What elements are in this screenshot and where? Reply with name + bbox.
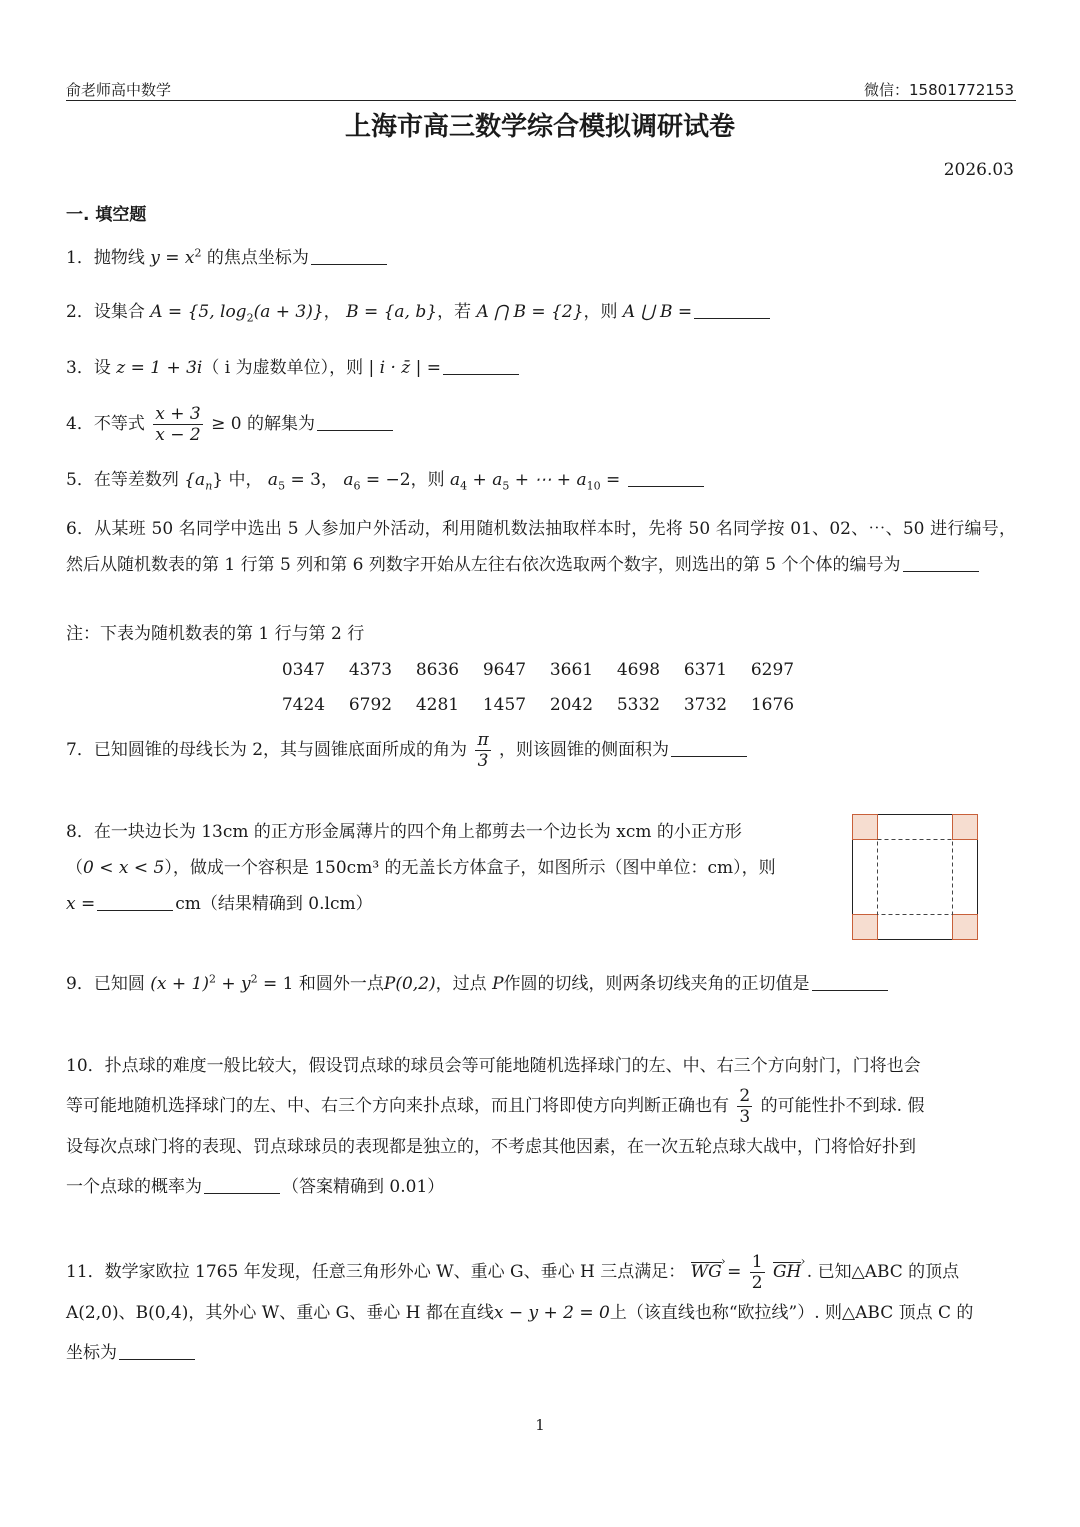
table-row: 7424 6792 4281 1457 2042 5332 3732 1676 bbox=[281, 694, 795, 715]
section-heading: 一. 填空题 bbox=[66, 205, 147, 225]
fraction: $\frac{2}{3}$ bbox=[739, 1086, 751, 1127]
question-3: 3．设 z = 1 + 3i（ i 为虚数单位），则 | i · z̄ | = bbox=[66, 350, 1016, 386]
question-10: 10．扑点球的难度一般比较大，假设罚点球的球员会等可能地随机选择球门的左、中、右三个方向射门，门将也会 等可能地随机选择球门的左、中、右三个方向来扑点球，而且门将即使方向判断正确也有 $\frac{2}{3}$ 的可能性扑不到球. 假 设每次点球门将的表现、罚点球球员的表现都是独立的，不考虑其他因素，在一次五轮点球大战中，门将恰好扑到 一个点球的概率为 （答案精确到 0.01） bbox=[66, 1056, 925, 1197]
answer-blank[interactable] bbox=[204, 1175, 280, 1194]
answer-blank[interactable] bbox=[812, 972, 888, 991]
fraction: $\frac{x + 3}{x - 2}$ bbox=[155, 404, 201, 445]
answer-blank[interactable] bbox=[97, 892, 173, 911]
page-number: 1 bbox=[535, 1416, 545, 1434]
header-rule bbox=[66, 100, 1016, 101]
question-6: 6．从某班 50 名同学中选出 5 人参加户外活动，利用随机数法抽取样本时，先将 50 名同学按 01、02、⋯、50 进行编号，然后从随机数表的第 1 行第 5 列和第 6 列数字开始从左往右依次选取两个数字，则选出的第 5 个个体的编号为 bbox=[66, 519, 1016, 575]
cut-corner bbox=[953, 915, 978, 940]
header-right: 微信：15801772153 bbox=[864, 81, 1014, 99]
answer-blank[interactable] bbox=[119, 1341, 195, 1360]
header-left: 俞老师高中数学 bbox=[66, 81, 172, 99]
question-11: 11．数学家欧拉 1765 年发现，任意三角形外心 W、重心 G、垂心 H 三点满足： WG › = $\frac{1}{2}$ GH › . 已知△ABC 的顶点 A(2,0)、B(0,4)，其外心 W、重心 G、垂心 H 都在直线x − y + 2 = 0上（该直线也称“欧拉线”）. 则△ABC 顶点 C 的 坐标为 bbox=[66, 1252, 1016, 1373]
box-net-figure bbox=[852, 814, 978, 940]
answer-blank[interactable] bbox=[443, 356, 519, 375]
fraction: $\frac{1}{2}$ bbox=[751, 1252, 763, 1293]
random-number-table bbox=[270, 652, 806, 722]
vector-gh: GH › bbox=[773, 1262, 801, 1281]
fraction: $\frac{\pi}{3}$ bbox=[477, 730, 489, 771]
exam-date: 2026.03 bbox=[943, 160, 1014, 180]
question-1: 1．抛物线 $y = x^2$ 的焦点坐标为 bbox=[66, 240, 1016, 276]
answer-blank[interactable] bbox=[903, 553, 979, 572]
answer-blank[interactable] bbox=[671, 738, 747, 757]
answer-blank[interactable] bbox=[694, 300, 770, 319]
page-title: 上海市高三数学综合模拟调研试卷 bbox=[344, 112, 735, 142]
q6-note: 注：下表为随机数表的第 1 行与第 2 行 bbox=[66, 624, 365, 644]
question-8: 8．在一块边长为 13cm 的正方形金属薄片的四个角上都剪去一个边长为 xcm 的小正方形 （0 < x < 5），做成一个容积是 150cm³ 的无盖长方体盒子，如图所示（图中单位：cm），则 x = cm（结果精确到 0.lcm） bbox=[66, 822, 776, 914]
answer-blank[interactable] bbox=[317, 412, 393, 431]
question-9: 9．已知圆 $(x + 1)^2 + y^2 = 1$ 和圆外一点P(0,2)，过点 P作圆的切线，则两条切线夹角的正切值是 bbox=[66, 966, 1016, 1002]
answer-blank[interactable] bbox=[311, 246, 387, 265]
question-2: 2．设集合 A = {5, $\log_2(a + 3)$}， B = {a, b}，若 A ⋂ B = {2}，则 A ⋃ B = bbox=[66, 294, 1016, 330]
question-5: 5．在等差数列 $\{a_n\}$ 中， $a_5 = 3$， $a_6 = -2$，则 $a_4 + a_5$ + ⋯ + $a_{10}$ = bbox=[66, 462, 1016, 498]
cut-corner bbox=[953, 815, 978, 840]
table-row: 0347 4373 8636 9647 3661 4698 6371 6297 bbox=[281, 659, 795, 680]
cut-corner bbox=[853, 815, 878, 840]
question-7: 7．已知圆锥的母线长为 2，其与圆锥底面所成的角为 $\frac{\pi}{3}$ ，则该圆锥的侧面积为 bbox=[66, 730, 1016, 771]
answer-blank[interactable] bbox=[628, 468, 704, 487]
cut-corner bbox=[853, 915, 878, 940]
question-4: 4．不等式 $\frac{x + 3}{x - 2}$ ≥ 0 的解集为 bbox=[66, 404, 1016, 445]
vector-wg: WG › bbox=[691, 1262, 722, 1281]
